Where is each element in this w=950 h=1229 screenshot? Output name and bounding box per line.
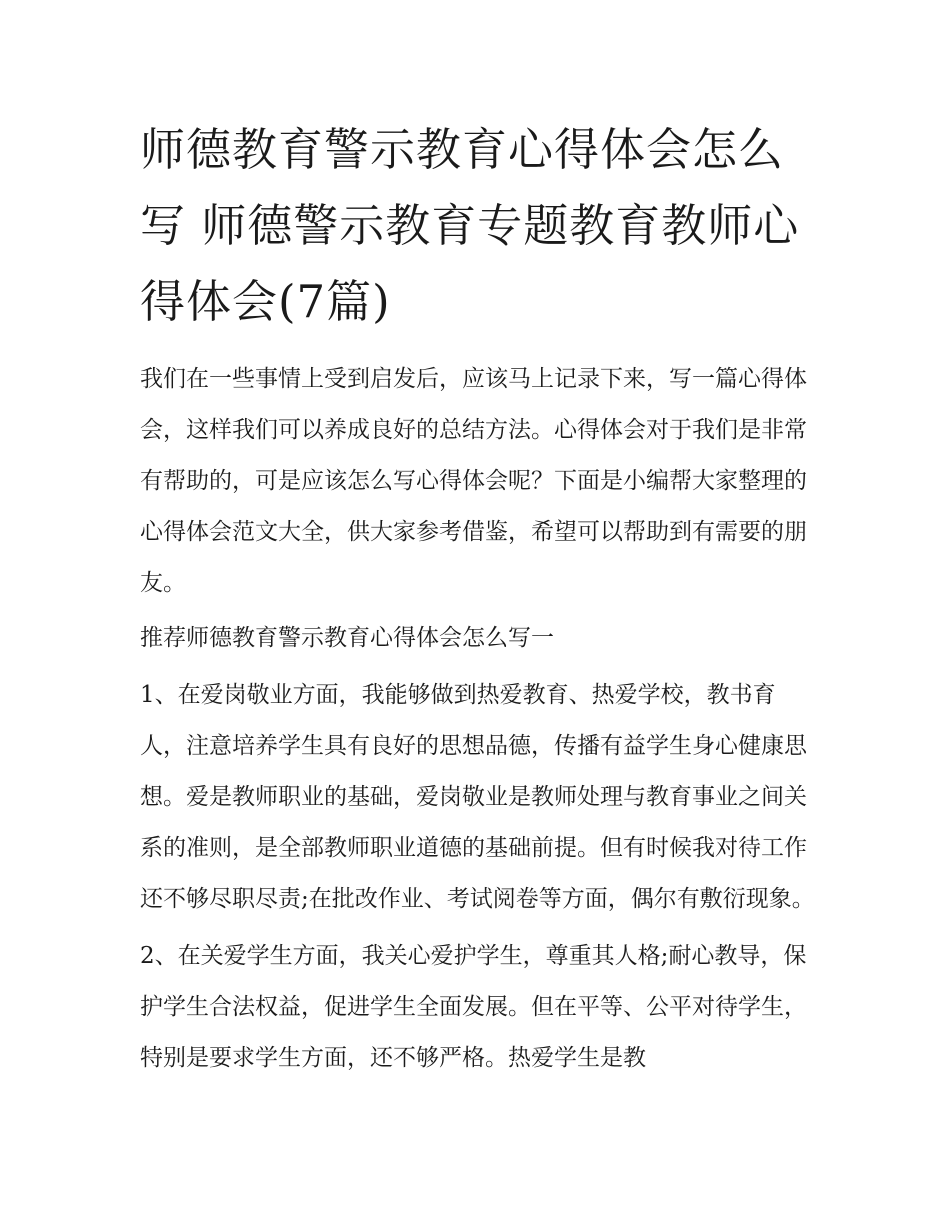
body-paragraph-2: 2、在关爱学生方面，我关心爱护学生，尊重其人格;耐心教导，保护学生合法权益，促进学生全面发展。但在平等、公平对待学生，特别是要求学生方面，还不够严格。热爱学生是教 bbox=[140, 943, 807, 1071]
intro-paragraph: 我们在一些事情上受到启发后，应该马上记录下来，写一篇心得体会，这样我们可以养成良好的总结方法。心得体会对于我们是非常有帮助的，可是应该怎么写心得体会呢？下面是小编帮大家整理的心得体会范文大全，供大家参考借鉴，希望可以帮助到有需要的朋友。 bbox=[140, 366, 807, 596]
section-heading: 推荐师德教育警示教育心得体会怎么写一 bbox=[140, 625, 554, 651]
body-paragraph-1: 1、在爱岗敬业方面，我能够做到热爱教育、热爱学校，教书育人，注意培养学生具有良好的思想品德，传播有益学生身心健康思想。爱是教师职业的基础，爱岗敬业是教师处理与教育事业之间关系的准则，是全部教师职业道德的基础前提。但有时候我对待工作还不够尽职尽责;在批改作业、考试阅卷等方面，偶尔有敷衍现象。 bbox=[140, 682, 815, 912]
document-title: 师德教育警示教育心得体会怎么写 师德警示教育专题教育教师心得体会(7篇) bbox=[140, 123, 800, 328]
document-page bbox=[140, 112, 820, 1084]
